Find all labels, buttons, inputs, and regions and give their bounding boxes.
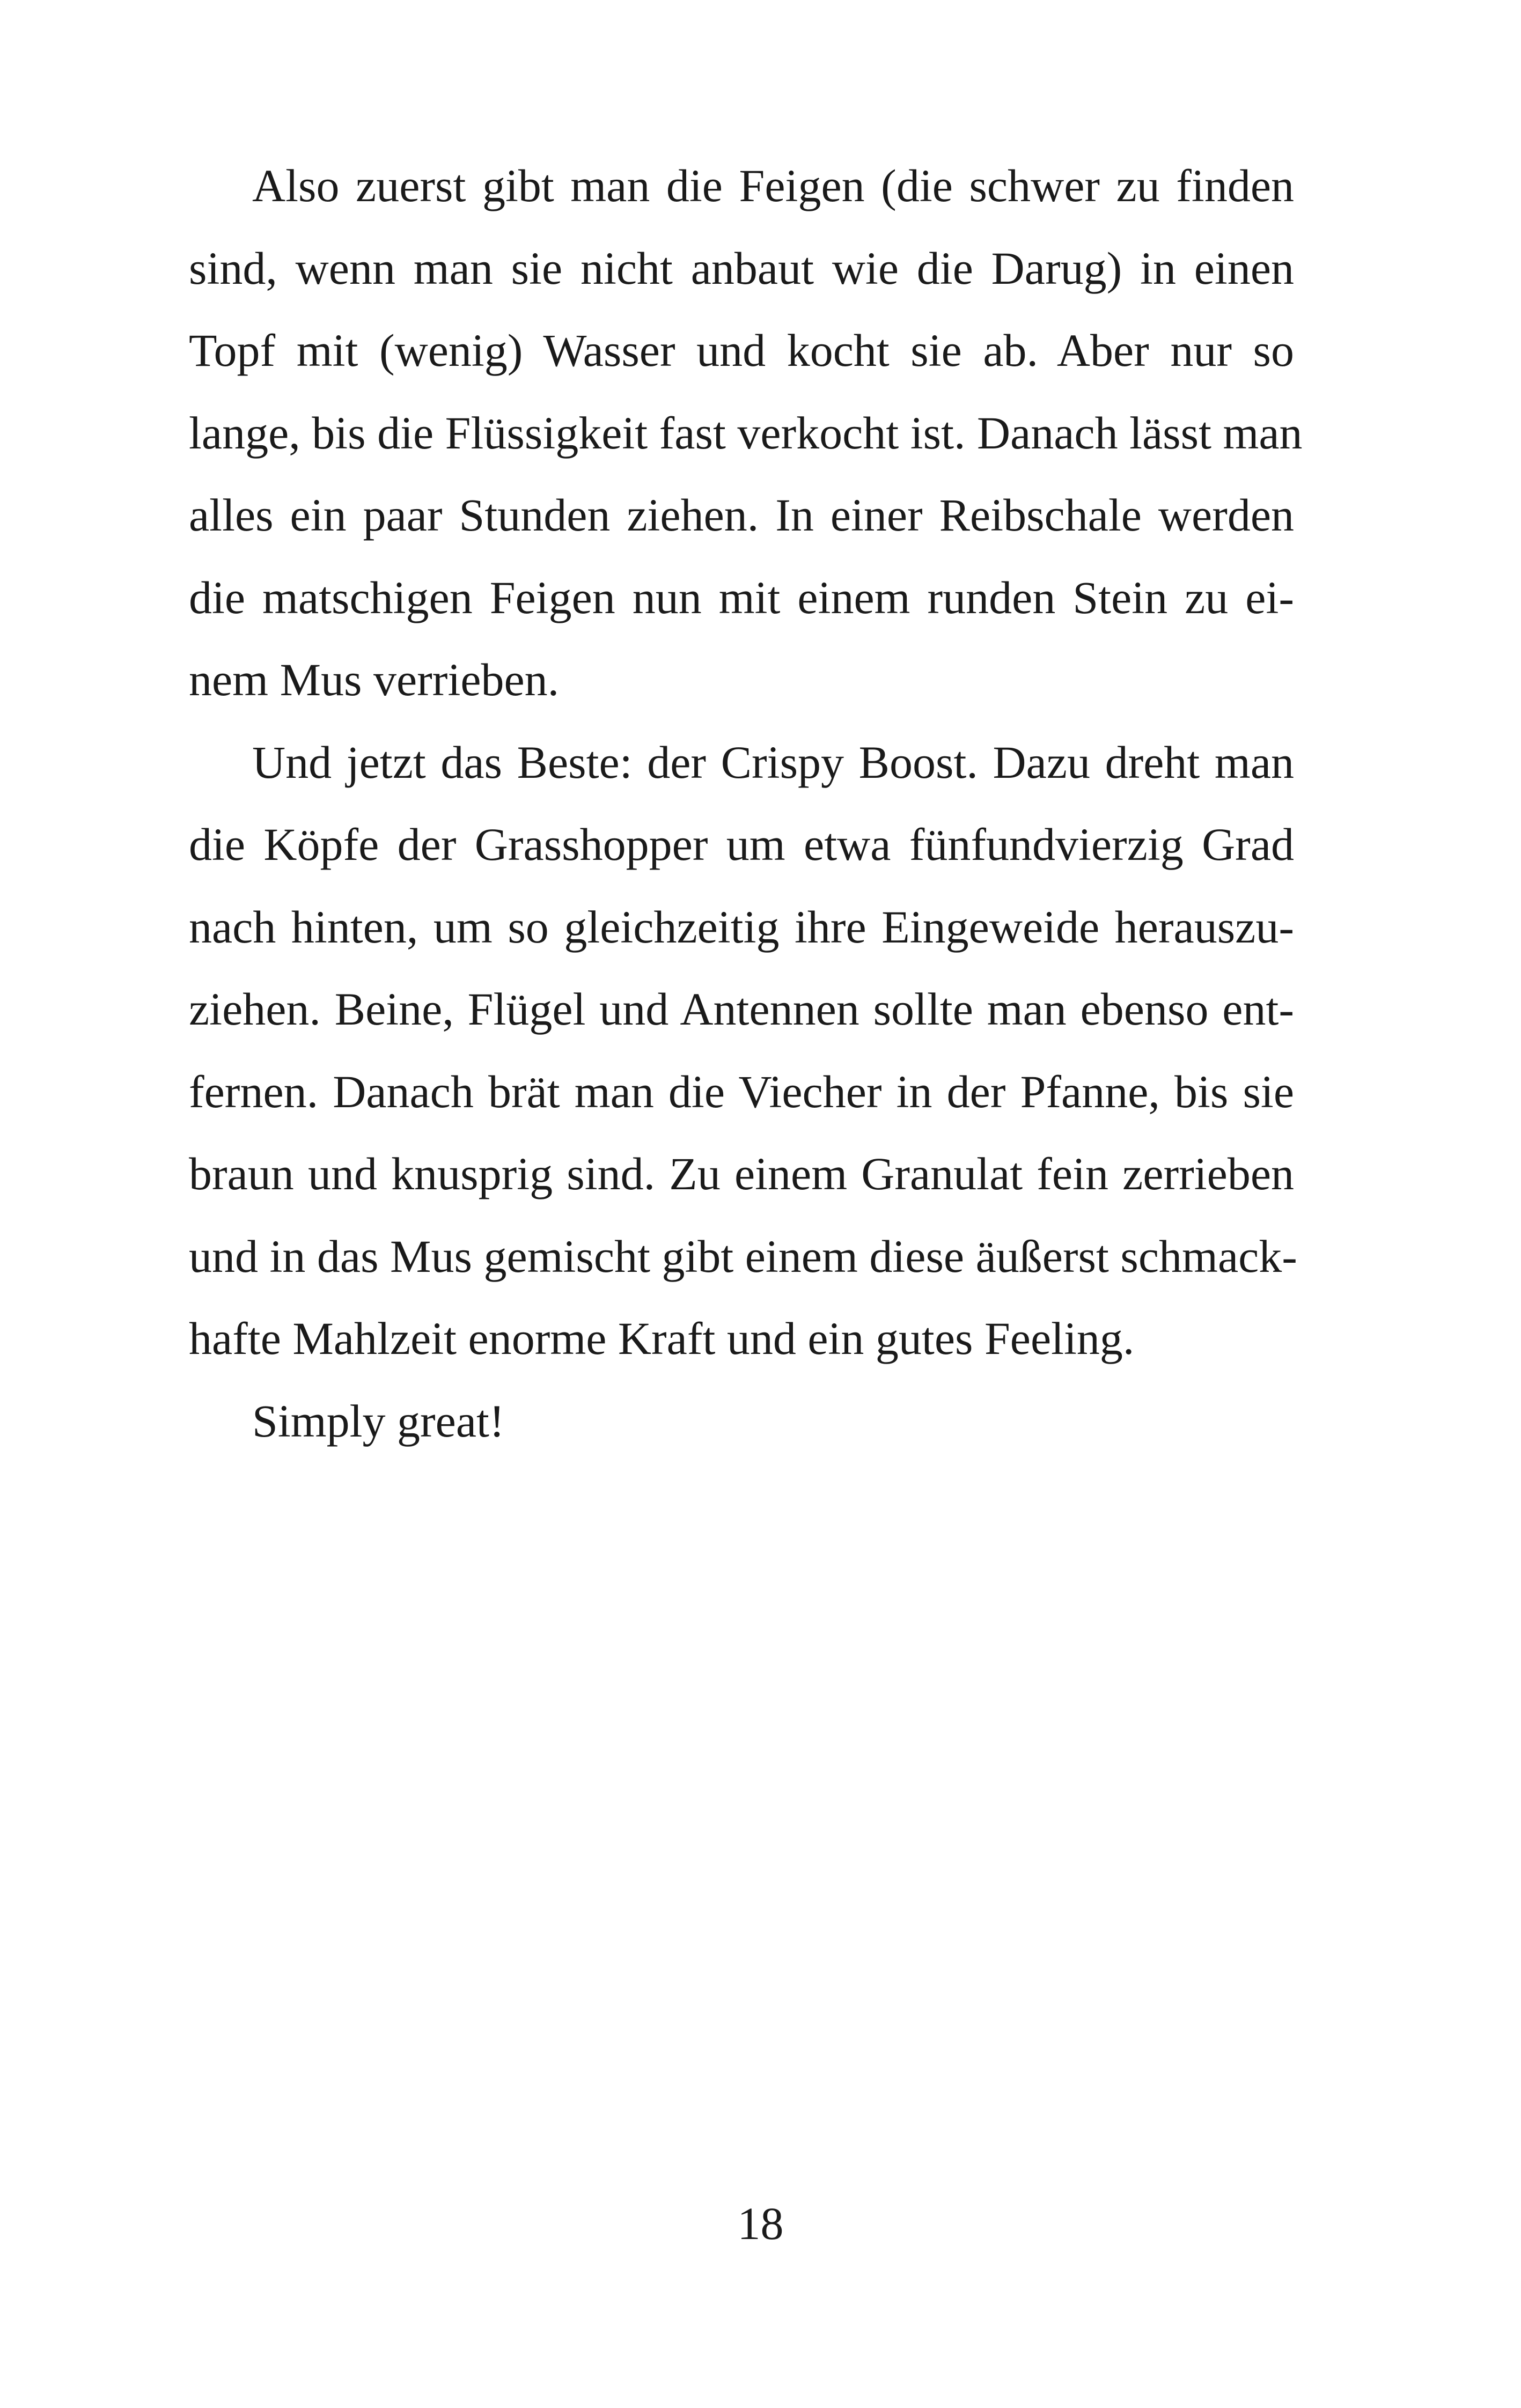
text-line: sind, wenn man sie nicht anbaut wie die Darug) in einen (189, 242, 1294, 294)
text-line: ziehen. Beine, Flügel und Antennen sollte man ebenso ent- (189, 983, 1294, 1035)
text-line: nach hinten, um so gleichzeitig ihre Eingeweide herauszu- (189, 901, 1294, 953)
text-line: Topf mit (wenig) Wasser und kocht sie ab. Aber nur so (189, 325, 1294, 376)
text-line: die Köpfe der Grasshopper um etwa fünfundvierzig Grad (189, 819, 1294, 870)
text-line: nem Mus verrieben. (189, 654, 560, 705)
text-line: alles ein paar Stunden ziehen. In einer Reibschale werden (189, 489, 1294, 541)
paragraph-2 (189, 721, 1297, 1380)
body-text (189, 145, 1303, 1462)
text-line: hafte Mahlzeit enorme Kraft und ein gutes Feeling. (189, 1313, 1135, 1364)
paragraph-3 (189, 1380, 1294, 1463)
text-line: Simply great! (252, 1395, 505, 1447)
text-line: die matschigen Feigen nun mit einem runden Stein zu ei- (189, 571, 1294, 623)
text-line: lange, bis die Flüssigkeit fast verkocht ist. Danach lässt man (189, 407, 1303, 459)
text-line: und in das Mus gemischt gibt einem diese äußerst schmack- (189, 1230, 1297, 1282)
text-line: Also zuerst gibt man die Feigen (die schwer zu finden (252, 160, 1294, 211)
text-line: fernen. Danach brät man die Viecher in der Pfanne, bis sie (189, 1065, 1294, 1117)
page-number: 18 (737, 2198, 784, 2249)
paragraph-1 (189, 145, 1303, 721)
text-line: braun und knusprig sind. Zu einem Granulat fein zerrieben (189, 1148, 1294, 1199)
text-line: Und jetzt das Beste: der Crispy Boost. Dazu dreht man (252, 736, 1294, 788)
